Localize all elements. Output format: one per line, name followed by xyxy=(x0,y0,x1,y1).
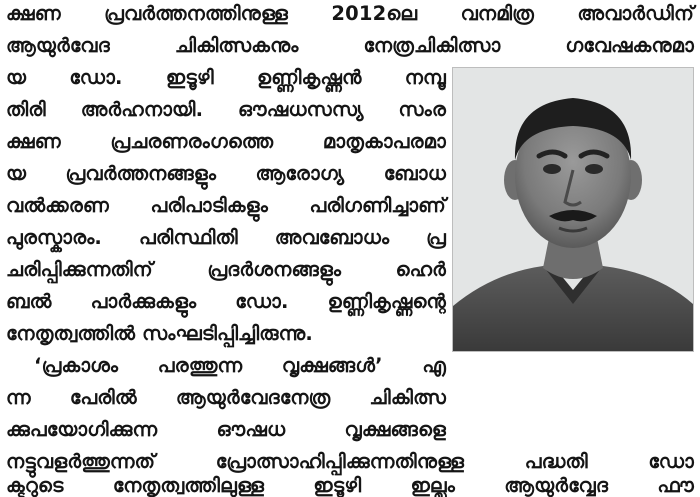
article-line: നേതൃത്വത്തിൽ സംഘടിപ്പിച്ചിരുന്നു. xyxy=(6,322,314,345)
portrait-photo xyxy=(452,67,694,352)
article-line: ന്ന പേരിൽ ആയുർവേദനേത്ര ചികിത്സ xyxy=(6,386,446,409)
article-line: ക്കുപയോഗിക്കുന്ന ഔഷധ വൃക്ഷങ്ങളെ xyxy=(6,418,446,441)
article-line: ക്ടറുടെ നേതൃത്വത്തിലുള്ള ഇടൂഴി ഇല്ലം ആയുർവ്വേദ ഫൗ xyxy=(6,474,694,497)
portrait-illustration xyxy=(453,68,693,351)
article-line: ബൽ പാർക്കുകളും ഡോ. ഉണ്ണികൃഷ്ണന്റെ xyxy=(6,290,446,313)
article-line: വൽക്കരണ പരിപാടികളും പരിഗണിച്ചാണ് xyxy=(6,194,446,217)
article-line: ആയുർവേദ ചികിത്സകനും നേത്രചികിത്സാ ഗവേഷകനുമാ xyxy=(6,34,694,57)
article-line: പുരസ്കാരം. പരിസ്ഥിതി അവബോധം പ്ര xyxy=(6,226,446,249)
article-line: യ ഡോ. ഇടൂഴി ഉണ്ണികൃഷ്ണൻ നമ്പൂ xyxy=(6,66,446,89)
article-line: യ പ്രവർത്തനങ്ങളും ആരോഗ്യ ബോധ xyxy=(6,162,446,185)
article-line: ‘പ്രകാശം പരത്തുന്ന വൃക്ഷങ്ങൾ’ എ xyxy=(34,354,446,377)
article-line: ചരിപ്പിക്കുന്നതിന് പ്രദർശനങ്ങളും ഹെർ xyxy=(6,258,446,281)
article-line: തിരി അർഹനായി. ഔഷധസസ്യ സംര xyxy=(6,98,446,121)
article-line: ക്ഷണ പ്രവർത്തനത്തിനുള്ള 2012ലെ വനമിത്ര അവാർഡിന് xyxy=(6,2,694,25)
article-line: നട്ടുവളർത്തുന്നത് പ്രോത്സാഹിപ്പിക്കുന്നതിനുള്ള പദ്ധതി ഡോ xyxy=(6,450,694,473)
article-line: ക്ഷണ പ്രചരണരംഗത്തെ മാതൃകാപരമാ xyxy=(6,130,446,153)
